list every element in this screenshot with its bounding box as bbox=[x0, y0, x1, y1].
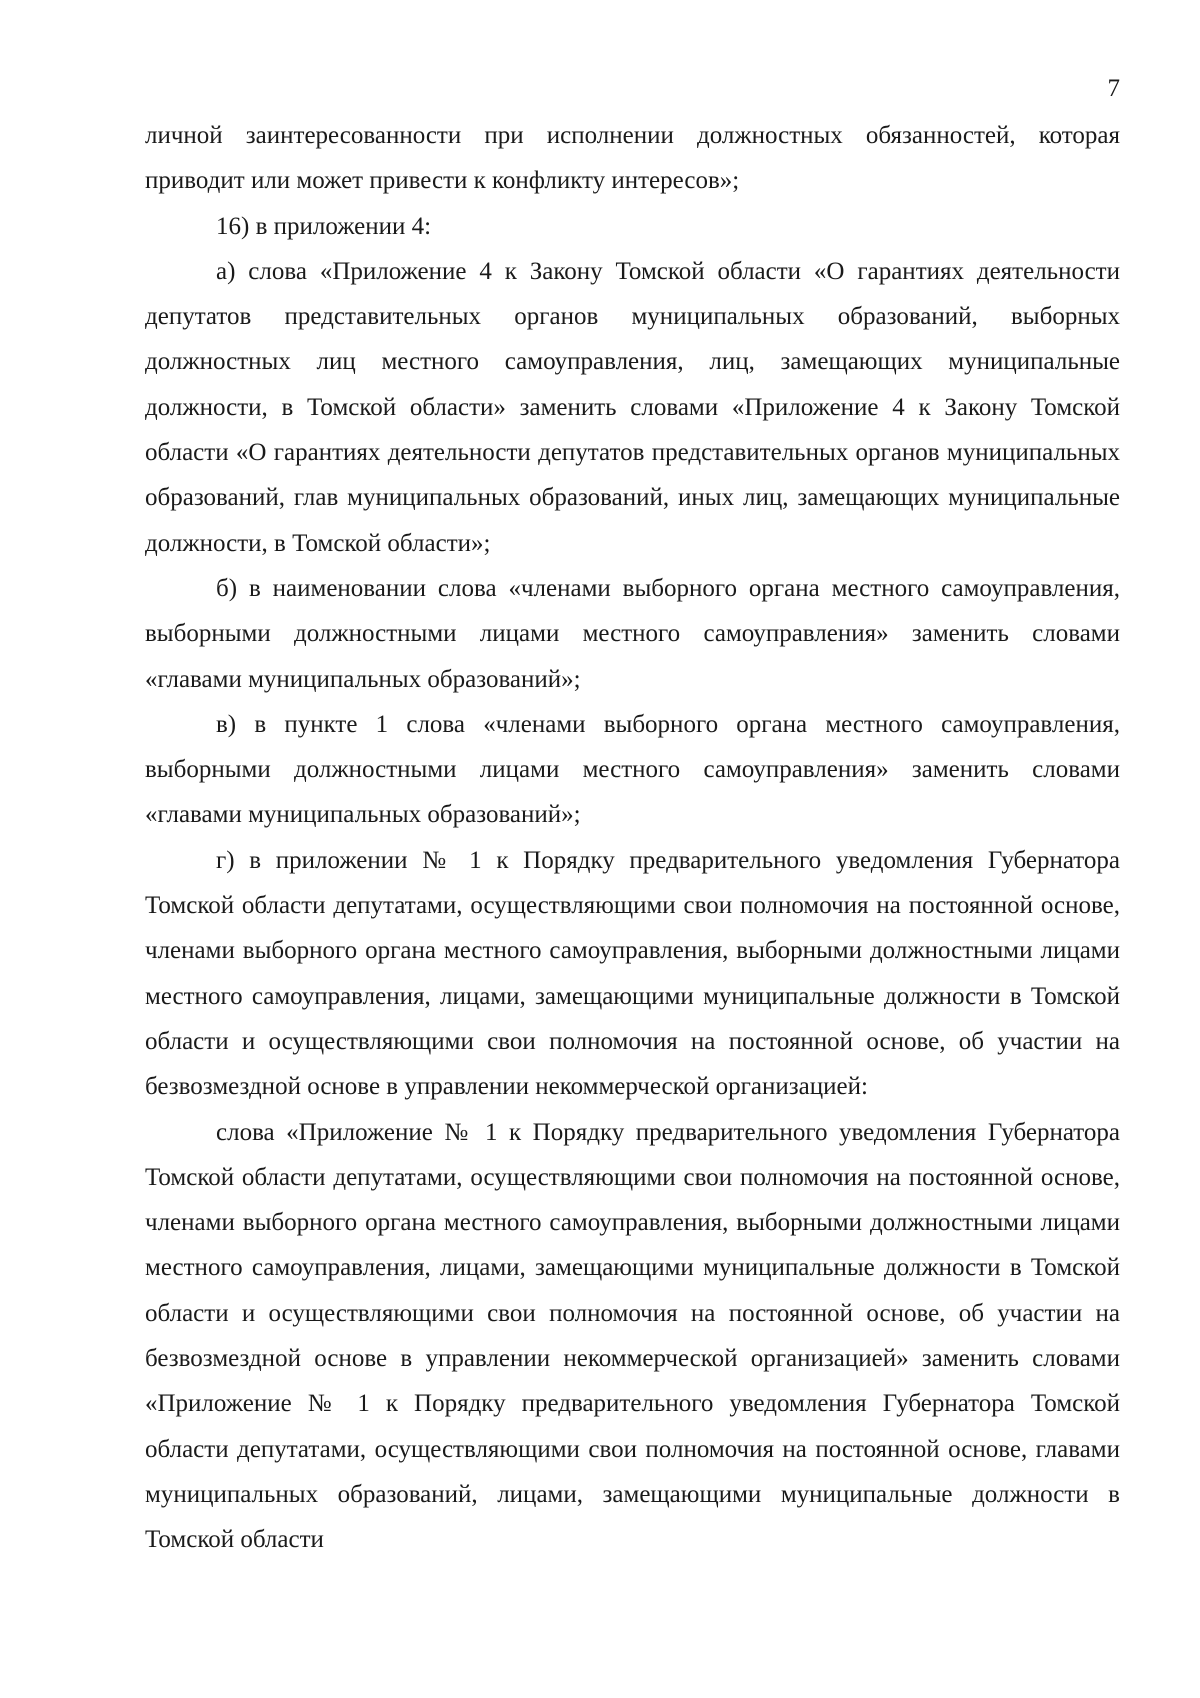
document-body bbox=[145, 113, 1120, 1563]
page-number: 7 bbox=[1107, 75, 1120, 102]
paragraph-subitem-a: а) слова «Приложение 4 к Закону Томской области «О гарантиях деятельности депутатов представительных органов муниципальных образований, выборных должностных лиц местного самоуправления, лиц, замещающих муниципальные должности, в Томской области» заменить словами «Приложение 4 к Закону Томской области «О гарантиях деятельности депутатов представительных органов муниципальных образований, глав муниципальных образований, иных лиц, замещающих муниципальные должности, в Томской области»; bbox=[145, 257, 1120, 557]
paragraph-continuation: личной заинтересованности при исполнении должностных обязанностей, которая приводит или может привести к конфликту интересов»; bbox=[145, 122, 1120, 195]
paragraph-subitem-v: в) в пункте 1 слова «членами выборного органа местного самоуправления, выборными должностными лицами местного самоуправления» заменить словами «главами муниципальных образований»; bbox=[145, 710, 1120, 829]
paragraph-replacement-text: слова «Приложение № 1 к Порядку предварительного уведомления Губернатора Томской области депутатами, осуществляющими свои полномочия на постоянной основе, членами выборного органа местного самоуправления, выборными должностными лицами местного самоуправления, лицами, замещающими муниципальные должности в Томской области и осуществляющими свои полномочия на постоянной основе, об участии на безвозмездной основе в управлении некоммерческой организацией» заменить словами «Приложение № 1 к Порядку предварительного уведомления Губернатора Томской области депутатами, осуществляющими свои полномочия на постоянной основе, главами муниципальных образований, лицами, замещающими муниципальные должности в Томской области bbox=[145, 1118, 1120, 1554]
paragraph-subitem-b: б) в наименовании слова «членами выборного органа местного самоуправления, выборными должностными лицами местного самоуправления» заменить словами «главами муниципальных образований»; bbox=[145, 574, 1120, 693]
paragraph-item-16: 16) в приложении 4: bbox=[216, 212, 432, 240]
paragraph-subitem-g: г) в приложении № 1 к Порядку предварительного уведомления Губернатора Томской области депутатами, осуществляющими свои полномочия на постоянной основе, членами выборного органа местного самоуправления, выборными должностными лицами местного самоуправления, лицами, замещающими муниципальные должности в Томской области и осуществляющими свои полномочия на постоянной основе, об участии на безвозмездной основе в управлении некоммерческой организацией: bbox=[145, 846, 1120, 1101]
